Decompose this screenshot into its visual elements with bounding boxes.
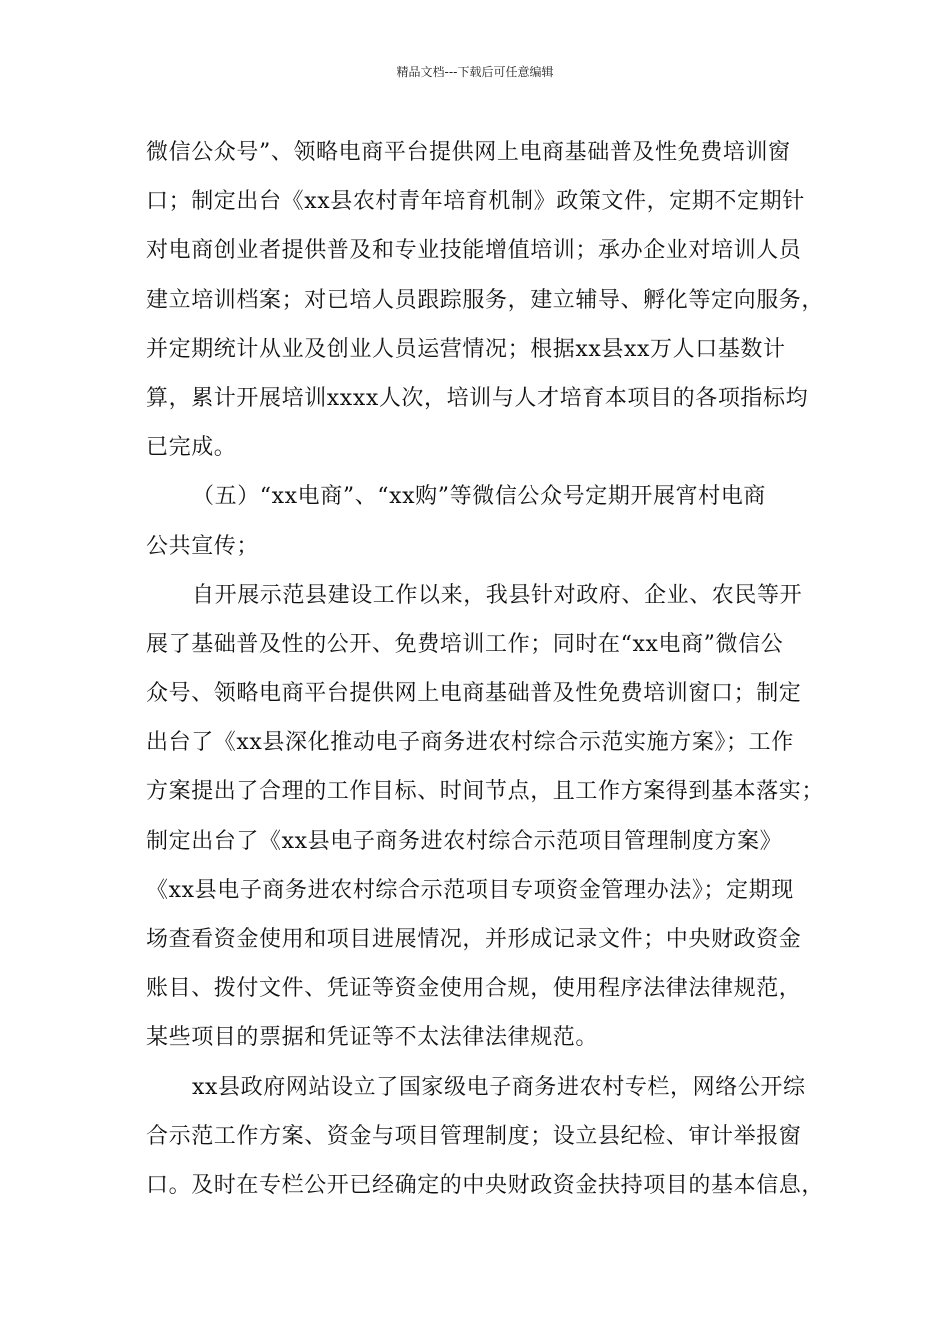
text-line: 《xx县电子商务进农村综合示范项目专项资金管理办法》；定期现: [146, 877, 794, 903]
section-heading-line: 公共宣传；: [146, 533, 260, 559]
text-line: 建立培训档案；对已培人员跟踪服务，建立辅导、孵化等定向服务，: [146, 287, 825, 313]
text-line: 方案提出了合理的工作目标、时间节点，且工作方案得到基本落实；: [146, 779, 825, 805]
text-line: 制定出台了《xx县电子商务进农村综合示范项目管理制度方案》: [146, 828, 783, 854]
text-line: 展了基础普及性的公开、免费培训工作；同时在“xx电商”微信公: [146, 631, 784, 657]
text-line: 微信公众号”、领略电商平台提供网上电商基础普及性免费培训窗: [146, 140, 791, 165]
text-line: 算，累计开展培训xxxx人次，培训与人才培育本项目的各项指标均: [146, 385, 809, 411]
document-body: [146, 128, 826, 1210]
text-line: 某些项目的票据和凭证等不太法律法律规范。: [146, 1025, 599, 1051]
page-header: 精品文档---下载后可任意编辑: [396, 65, 554, 79]
section-heading-line: （五）“xx电商”、“xx购”等微信公众号定期开展宵村电商: [192, 484, 767, 510]
paragraph-first-line: 自开展示范县建设工作以来，我县针对政府、企业、农民等开: [192, 582, 803, 608]
text-line: 口。及时在专栏公开已经确定的中央财政资金扶持项目的基本信息，: [146, 1172, 825, 1198]
text-line: 账目、拨付文件、凭证等资金使用合规，使用程序法律法律规范，: [146, 976, 802, 1002]
text-line: 众号、领略电商平台提供网上电商基础普及性免费培训窗口；制定: [146, 681, 802, 707]
paragraph-first-line: xx县政府网站设立了国家级电子商务进农村专栏，网络公开综: [192, 1074, 806, 1100]
text-line: 口；制定出台《xx县农村青年培育机制》政策文件，定期不定期针: [146, 189, 805, 215]
text-line: 已完成。: [146, 435, 237, 461]
text-line: 并定期统计从业及创业人员运营情况；根据xx县xx万人口基数计: [146, 336, 786, 362]
text-line: 合示范工作方案、资金与项目管理制度；设立县纪检、审计举报窗: [146, 1123, 802, 1149]
text-line: 场查看资金使用和项目进展情况，并形成记录文件；中央财政资金: [146, 927, 802, 952]
text-line: 出台了《xx县深化推动电子商务进农村综合示范实施方案》；工作: [146, 730, 794, 756]
text-line: 对电商创业者提供普及和专业技能增值培训；承办企业对培训人员: [146, 238, 802, 264]
